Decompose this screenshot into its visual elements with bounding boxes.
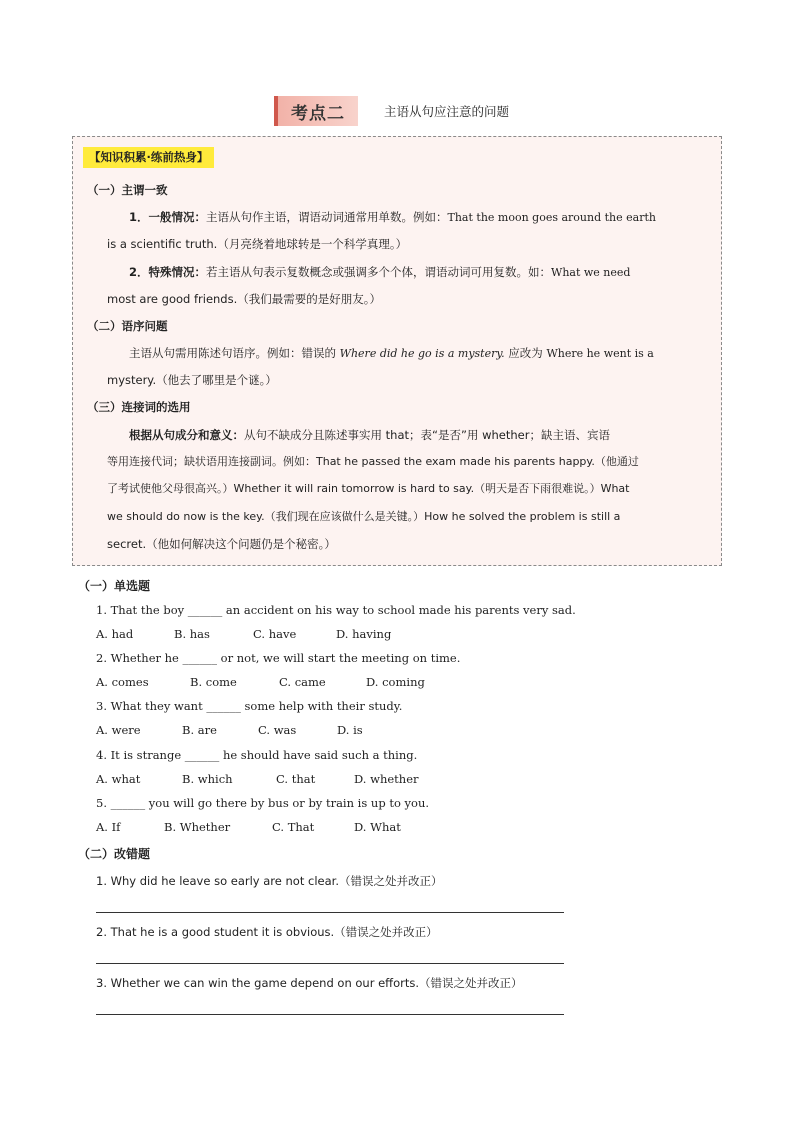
answer-line-1[interactable] — [96, 912, 564, 913]
correction-item-1: 1. Why did he leave so early are not clear.（错误之处并改正） — [96, 874, 443, 888]
general-case-example: That the moon goes around the earth — [447, 211, 656, 224]
special-case-line2: most are good friends.（我们最需要的是好朋友。） — [107, 292, 382, 306]
connective-line3: 了考试使他父母很高兴。）Whether it will rain tomorrow is hard to say.（明天是否下雨很难说。）What — [107, 482, 630, 495]
knowledge-tag: 【知识积累·练前热身】 — [83, 147, 214, 168]
mc-option[interactable]: D. is — [337, 723, 363, 737]
connective-label: 根据从句成分和意义： — [129, 428, 244, 442]
mc-option[interactable]: A. what — [96, 772, 141, 786]
agreement-special-case — [129, 265, 630, 280]
answer-line-3[interactable] — [96, 1014, 564, 1015]
word-order-wrong-example: Where did he go is a mystery. — [339, 347, 505, 360]
special-case-text: 若主语从句表示复数概念或强调多个个体，谓语动词可用复数。如： — [206, 265, 552, 279]
subject-verb-agreement-heading: （一）主谓一致 — [87, 183, 168, 197]
connective-line4: we should do now is the key.（我们现在应该做什么是关键。）How he solved the problem is still a — [107, 510, 621, 523]
mc-option[interactable]: A. were — [96, 723, 141, 737]
mc-option[interactable]: A. comes — [96, 675, 149, 689]
error-correction-heading: （二）改错题 — [78, 847, 151, 861]
mc-option[interactable]: C. That — [272, 820, 315, 834]
mc-question-2: 2. Whether he ______ or not, we will start the meeting on time. — [96, 651, 461, 665]
agreement-general-case — [129, 210, 656, 225]
mc-option[interactable]: C. was — [258, 723, 297, 737]
mc-option[interactable]: A. If — [96, 820, 121, 834]
word-order-text — [129, 346, 654, 361]
general-case-line2: is a scientific truth.（月亮绕着地球转是一个科学真理。） — [107, 237, 408, 251]
mc-option[interactable]: B. Whether — [164, 820, 231, 834]
mc-question-1: 1. That the boy ______ an accident on his way to school made his parents very sad. — [96, 603, 576, 617]
section-badge: 考点二 — [274, 96, 358, 126]
mc-option[interactable]: D. having — [336, 627, 392, 641]
mc-option[interactable]: B. has — [174, 627, 210, 641]
word-order-correct-example: Where he went is a — [546, 347, 654, 360]
general-case-text: 主语从句作主语，谓语动词通常用单数。例如： — [206, 210, 448, 224]
connective-text: 从句不缺成分且陈述事实用 that；表“是否”用 whether；缺主语、宾语 — [244, 428, 610, 442]
word-order-heading: （二）语序问题 — [87, 319, 168, 333]
mc-option[interactable]: B. come — [190, 675, 237, 689]
connective-heading: （三）连接词的选用 — [87, 400, 191, 414]
connective-line5: secret.（他如何解决这个问题仍是个秘密。） — [107, 537, 336, 551]
mc-option[interactable]: C. came — [279, 675, 326, 689]
special-case-example: What we need — [551, 266, 631, 279]
word-order-cn2: 应改为 — [504, 346, 547, 360]
mc-question-3: 3. What they want ______ some help with their study. — [96, 699, 403, 713]
connective-line1 — [129, 428, 610, 442]
answer-line-2[interactable] — [96, 963, 564, 964]
section-title: 主语从句应注意的问题 — [384, 104, 510, 119]
mc-option[interactable]: C. have — [253, 627, 297, 641]
mc-option[interactable]: C. that — [276, 772, 316, 786]
word-order-cn: 主语从句需用陈述句语序。例如：错误的 — [129, 346, 340, 360]
correction-item-2: 2. That he is a good student it is obvious.（错误之处并改正） — [96, 925, 438, 939]
multiple-choice-heading: （一）单选题 — [78, 579, 151, 593]
correction-item-3: 3. Whether we can win the game depend on our efforts.（错误之处并改正） — [96, 976, 523, 990]
mc-option[interactable]: D. whether — [354, 772, 419, 786]
mc-option[interactable]: D. What — [354, 820, 401, 834]
special-case-label: 2．特殊情况： — [129, 265, 207, 279]
mc-question-4: 4. It is strange ______ he should have said such a thing. — [96, 748, 418, 762]
knowledge-box — [72, 136, 722, 566]
mc-option[interactable]: D. coming — [366, 675, 425, 689]
mc-option[interactable]: B. which — [182, 772, 233, 786]
mc-option[interactable]: B. are — [182, 723, 217, 737]
connective-line2: 等用连接代词；缺状语用连接副词。例如：That he passed the exam made his parents happy.（他通过 — [107, 455, 639, 468]
general-case-label: 1．一般情况： — [129, 210, 207, 224]
section-header — [274, 96, 509, 126]
mc-question-5: 5. ______ you will go there by bus or by train is up to you. — [96, 796, 430, 810]
word-order-line2: mystery.（他去了哪里是个谜。） — [107, 373, 277, 387]
mc-option[interactable]: A. had — [96, 627, 134, 641]
